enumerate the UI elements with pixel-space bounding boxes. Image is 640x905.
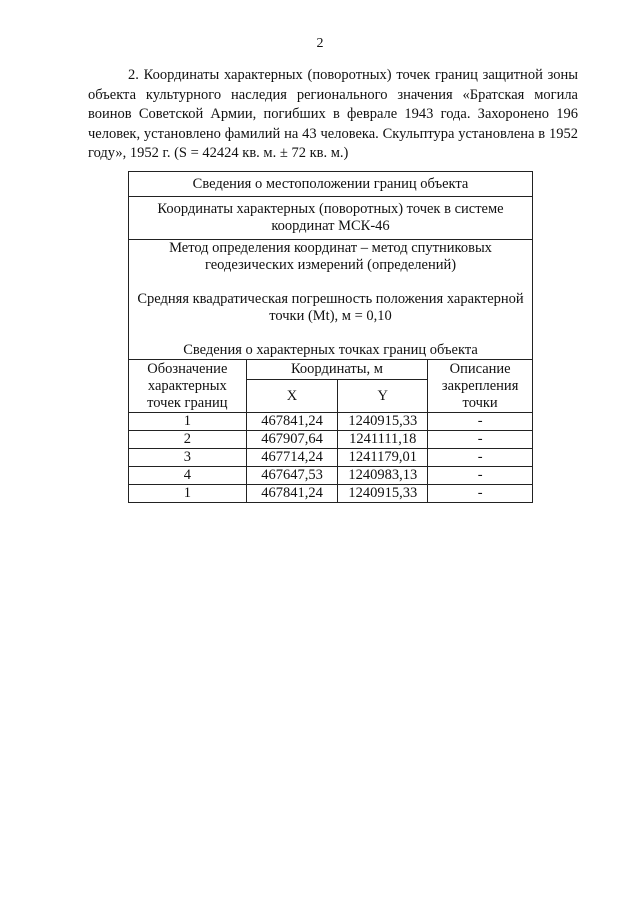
cell-y: 1240915,33 [338, 413, 428, 431]
cell-point: 3 [129, 449, 247, 467]
header-description: Описание закрепления точки [428, 360, 533, 413]
header-y: Y [338, 380, 428, 413]
header-x: X [246, 380, 338, 413]
section-location-heading: Сведения о местоположении границ объекта [129, 172, 533, 197]
table-row [129, 449, 533, 467]
section-coords-system-heading: Координаты характерных (поворотных) точек в системе координат МСК-46 [129, 197, 533, 240]
header-designation: Обозначение характерных точек границ [129, 360, 247, 413]
cell-description: - [428, 413, 533, 431]
cell-y: 1240915,33 [338, 485, 428, 503]
coordinates-table [128, 171, 533, 503]
cell-point: 1 [129, 413, 247, 431]
cell-x: 467714,24 [246, 449, 338, 467]
intro-paragraph: 2. Координаты характерных (поворотных) точек границ защитной зоны объекта культурного наследия регионального значения «Братская могила воинов Советской Армии, погибших в феврале 1943 года. Захоронено 196 человек, установлено фамилий на 43 человека. Скульптура установлена в 1952 году», 1952 г. (S = 42424 кв. м. ± 72 кв. м.) [88, 67, 578, 161]
cell-description: - [428, 485, 533, 503]
cell-y: 1241111,18 [338, 431, 428, 449]
cell-x: 467841,24 [246, 413, 338, 431]
cell-x: 467647,53 [246, 467, 338, 485]
table-row [129, 431, 533, 449]
cell-point: 4 [129, 467, 247, 485]
cell-point: 1 [129, 485, 247, 503]
table-row [129, 413, 533, 431]
table-row [129, 467, 533, 485]
cell-x: 467907,64 [246, 431, 338, 449]
cell-description: - [428, 449, 533, 467]
method-text: Метод определения координат – метод спутниковых геодезических измерений (определений) [169, 240, 492, 273]
page-number: 2 [316, 36, 324, 51]
cell-description: - [428, 467, 533, 485]
cell-y: 1241179,01 [338, 449, 428, 467]
error-text: Средняя квадратическая погрешность положения характерной точки (Mt), м = 0,10 [137, 291, 524, 324]
method-block [129, 240, 533, 360]
points-info-heading: Сведения о характерных точках границ объекта [183, 342, 478, 358]
header-coordinates: Координаты, м [246, 360, 428, 380]
cell-point: 2 [129, 431, 247, 449]
cell-description: - [428, 431, 533, 449]
table-row [129, 485, 533, 503]
cell-x: 467841,24 [246, 485, 338, 503]
cell-y: 1240983,13 [338, 467, 428, 485]
